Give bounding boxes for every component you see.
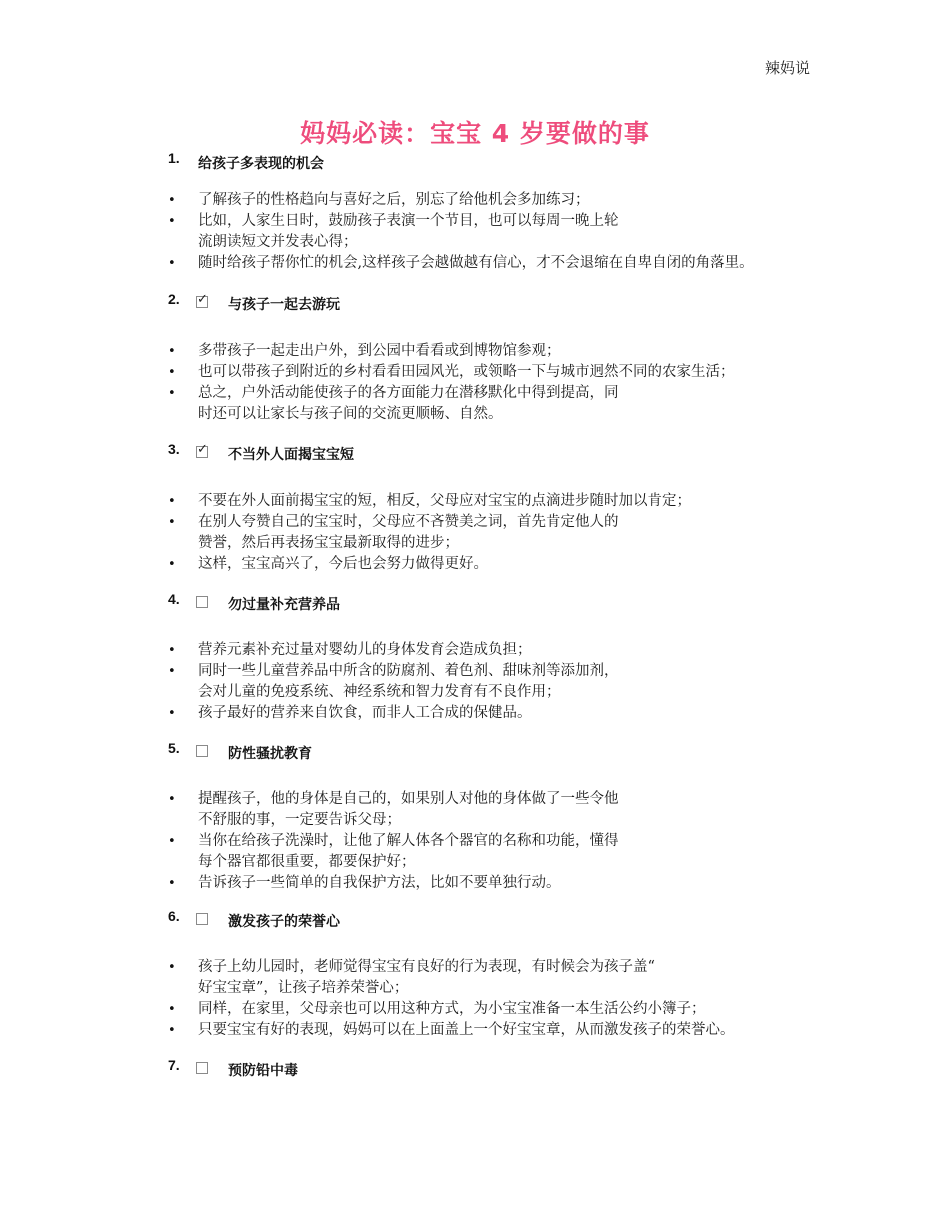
section-heading: 激发孩子的荣誉心 bbox=[228, 914, 340, 930]
bullet-list bbox=[168, 190, 818, 274]
list-item-text: 同样，在家里，父母亲也可以用这种方式，为小宝宝准备一本生活公约小簿子； bbox=[198, 1001, 706, 1017]
bullet-icon: • bbox=[168, 792, 176, 807]
page-title: 妈妈必读：宝宝 4 岁要做的事 bbox=[300, 119, 650, 148]
list-item-text: 告诉孩子一些简单的自我保护方法，比如不要单独行动。 bbox=[198, 875, 561, 891]
bullet-list bbox=[168, 957, 818, 1041]
bullet-icon: • bbox=[168, 876, 176, 891]
section-heading-row bbox=[168, 291, 828, 313]
section-number: 1. bbox=[168, 150, 180, 166]
section-heading: 勿过量补充营养品 bbox=[228, 597, 340, 613]
section-2 bbox=[168, 291, 828, 422]
section-heading-row bbox=[168, 740, 828, 762]
bullet-icon: • bbox=[168, 834, 176, 849]
section-7 bbox=[168, 1057, 828, 1079]
section-number: 3. bbox=[168, 441, 180, 457]
unchecked-checkbox[interactable] bbox=[196, 596, 208, 608]
section-heading-row bbox=[168, 908, 828, 930]
bullet-icon: • bbox=[168, 494, 176, 509]
list-item bbox=[168, 491, 818, 512]
list-item bbox=[168, 831, 818, 873]
bullet-icon: • bbox=[168, 643, 176, 658]
list-item bbox=[168, 873, 818, 894]
section-heading: 预防铅中毒 bbox=[228, 1063, 298, 1079]
bullet-icon: • bbox=[168, 706, 176, 721]
section-heading: 给孩子多表现的机会 bbox=[198, 156, 324, 172]
section-5 bbox=[168, 740, 828, 891]
list-item bbox=[168, 957, 818, 999]
bullet-icon: • bbox=[168, 386, 176, 401]
brand-label: 辣妈说 bbox=[764, 59, 810, 77]
list-item bbox=[168, 640, 818, 661]
list-item bbox=[168, 383, 818, 425]
list-item bbox=[168, 554, 818, 575]
bullet-icon: • bbox=[168, 344, 176, 359]
list-item-text: 孩子最好的营养来自饮食，而非人工合成的保健品。 bbox=[198, 705, 532, 721]
list-item bbox=[168, 211, 818, 253]
list-item-text: 只要宝宝有好的表现，妈妈可以在上面盖上一个好宝宝章，从而激发孩子的荣誉心。 bbox=[198, 1022, 735, 1038]
section-1 bbox=[168, 150, 828, 271]
checked-checkbox[interactable] bbox=[196, 442, 208, 458]
bullet-list bbox=[168, 341, 818, 425]
bullet-icon: • bbox=[168, 515, 176, 530]
bullet-icon: • bbox=[168, 960, 176, 975]
checked-checkbox[interactable] bbox=[196, 292, 208, 308]
bullet-icon: • bbox=[168, 193, 176, 208]
checkmark-icon: ✓ bbox=[197, 292, 208, 307]
list-item-text: 不要在外人面前揭宝宝的短，相反，父母应对宝宝的点滴进步随时加以肯定； bbox=[198, 493, 691, 509]
unchecked-checkbox[interactable] bbox=[196, 1062, 208, 1074]
list-item bbox=[168, 1020, 818, 1041]
section-number: 2. bbox=[168, 291, 180, 307]
list-item-text: 孩子上幼儿园时，老师觉得宝宝有良好的行为表现，有时候会为孩子盖“ 好宝宝章”，让孩子培养荣誉心； bbox=[198, 959, 655, 996]
section-heading-row bbox=[168, 150, 828, 172]
section-heading-row bbox=[168, 1057, 828, 1079]
bullet-icon: • bbox=[168, 557, 176, 572]
section-number: 7. bbox=[168, 1057, 180, 1073]
section-heading: 不当外人面揭宝宝短 bbox=[228, 447, 354, 463]
bullet-icon: • bbox=[168, 214, 176, 229]
checkmark-icon: ✓ bbox=[197, 442, 208, 457]
section-heading-row bbox=[168, 591, 828, 613]
list-item bbox=[168, 341, 818, 362]
list-item bbox=[168, 253, 818, 274]
section-number: 6. bbox=[168, 908, 180, 924]
list-item bbox=[168, 512, 818, 554]
unchecked-checkbox[interactable] bbox=[196, 913, 208, 925]
bullet-icon: • bbox=[168, 1023, 176, 1038]
list-item-text: 营养元素补充过量对婴幼儿的身体发育会造成负担； bbox=[198, 642, 532, 658]
bullet-list bbox=[168, 640, 818, 724]
list-item-text: 这样，宝宝高兴了，今后也会努力做得更好。 bbox=[198, 556, 488, 572]
bullet-icon: • bbox=[168, 1002, 176, 1017]
list-item-text: 比如，人家生日时，鼓励孩子表演一个节目，也可以每周一晚上轮 流朗读短文并发表心得； bbox=[198, 213, 619, 250]
section-number: 4. bbox=[168, 591, 180, 607]
bullet-list bbox=[168, 789, 818, 894]
list-item-text: 也可以带孩子到附近的乡村看看田园风光，或领略一下与城市迥然不同的农家生活； bbox=[198, 364, 735, 380]
bullet-icon: • bbox=[168, 365, 176, 380]
list-item bbox=[168, 703, 818, 724]
section-6 bbox=[168, 908, 828, 1038]
bullet-list bbox=[168, 491, 818, 575]
bullet-icon: • bbox=[168, 256, 176, 271]
list-item bbox=[168, 661, 818, 703]
list-item-text: 同时一些儿童营养品中所含的防腐剂、着色剂、甜味剂等添加剂， 会对儿童的免疫系统、神经系统和智力发育有不良作用； bbox=[198, 663, 619, 700]
bullet-icon: • bbox=[168, 664, 176, 679]
section-heading-row bbox=[168, 441, 828, 463]
section-4 bbox=[168, 591, 828, 721]
list-item-text: 多带孩子一起走出户外，到公园中看看或到博物馆参观； bbox=[198, 343, 561, 359]
list-item-text: 提醒孩子，他的身体是自己的，如果别人对他的身体做了一些令他 不舒服的事，一定要告诉父母； bbox=[198, 791, 619, 828]
section-heading: 与孩子一起去游玩 bbox=[228, 297, 340, 313]
list-item-text: 当你在给孩子洗澡时，让他了解人体各个器官的名称和功能，懂得 每个器官都很重要，都要保护好； bbox=[198, 833, 619, 870]
list-item bbox=[168, 999, 818, 1020]
list-item bbox=[168, 190, 818, 211]
unchecked-checkbox[interactable] bbox=[196, 745, 208, 757]
section-number: 5. bbox=[168, 740, 180, 756]
list-item bbox=[168, 789, 818, 831]
section-3 bbox=[168, 441, 828, 572]
list-item-text: 了解孩子的性格趋向与喜好之后，别忘了给他机会多加练习； bbox=[198, 192, 590, 208]
section-heading: 防性骚扰教育 bbox=[228, 746, 312, 762]
list-item-text: 在别人夸赞自己的宝宝时，父母应不吝赞美之词，首先肯定他人的 赞誉，然后再表扬宝宝最新取得的进步； bbox=[198, 514, 619, 551]
list-item-text: 总之，户外活动能使孩子的各方面能力在潜移默化中得到提高，同 时还可以让家长与孩子间的交流更顺畅、自然。 bbox=[198, 385, 619, 422]
list-item bbox=[168, 362, 818, 383]
list-item-text: 随时给孩子帮你忙的机会,这样孩子会越做越有信心，才不会退缩在自卑自闭的角落里。 bbox=[198, 255, 754, 271]
